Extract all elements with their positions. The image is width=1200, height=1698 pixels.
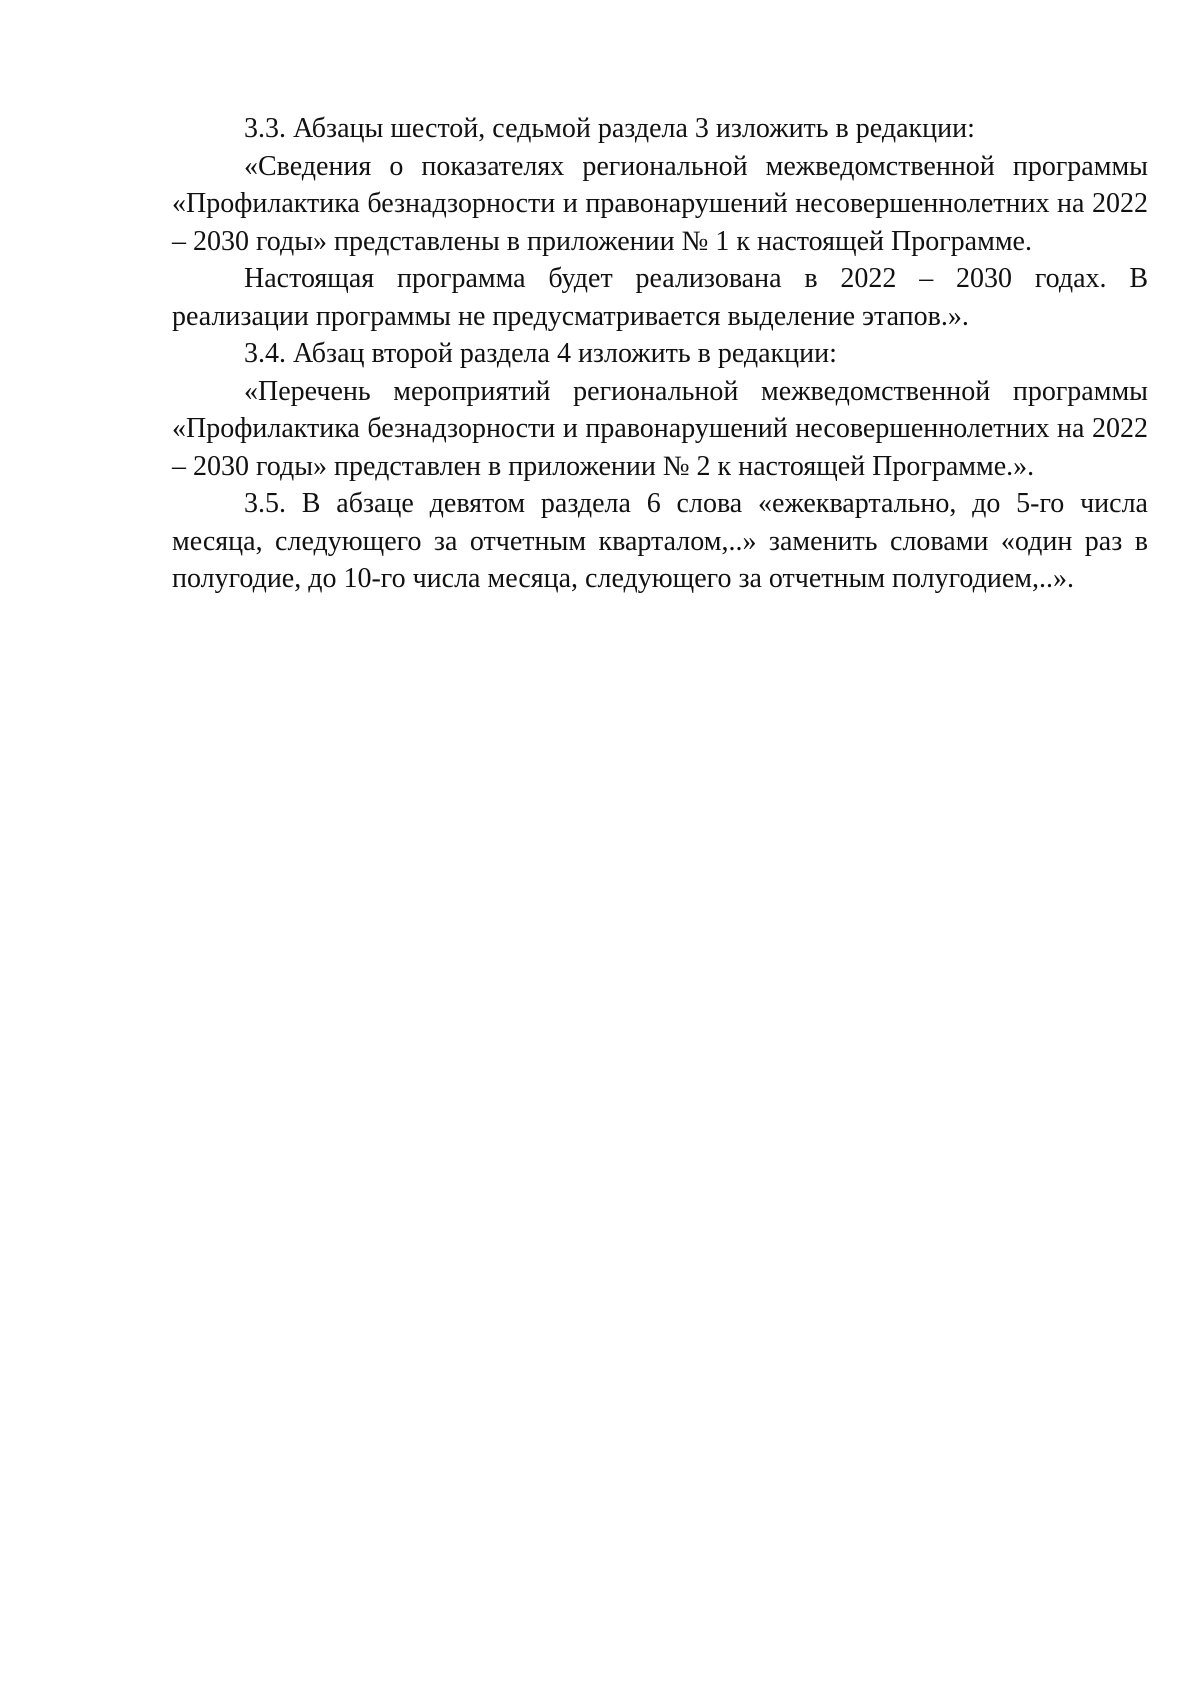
paragraph-3-3: 3.3. Абзацы шестой, седьмой раздела 3 изложить в редакции: <box>244 113 975 144</box>
paragraph-3-4: 3.4. Абзац второй раздела 4 изложить в редакции: <box>244 338 837 369</box>
paragraph-indicators-info: «Сведения о показателях региональной межведомственной программы «Профилактика безнадзорности и правонарушений несовершеннолетних на 2022 – 2030 годы» представлены в приложении № 1 к настоящей Программе. <box>172 150 1148 257</box>
paragraph-activities-list: «Перечень мероприятий региональной межведомственной программы «Профилактика безнадзорности и правонарушений несовершеннолетних на 2022 – 2030 годы» представлен в приложении № 2 к настоящей Программе.». <box>172 375 1148 482</box>
paragraph-implementation-period: Настоящая программа будет реализована в 2022 – 2030 годах. В реализации программы не предусматривается выделение этапов.». <box>172 263 1148 332</box>
paragraph-3-5: 3.5. В абзаце девятом раздела 6 слова «ежеквартально, до 5-го числа месяца, следующего за отчетным кварталом,..» заменить словами «один раз в полугодие, до 10-го числа месяца, следующего за отчетным полугодием,..». <box>172 488 1148 594</box>
document-body <box>172 110 1148 598</box>
